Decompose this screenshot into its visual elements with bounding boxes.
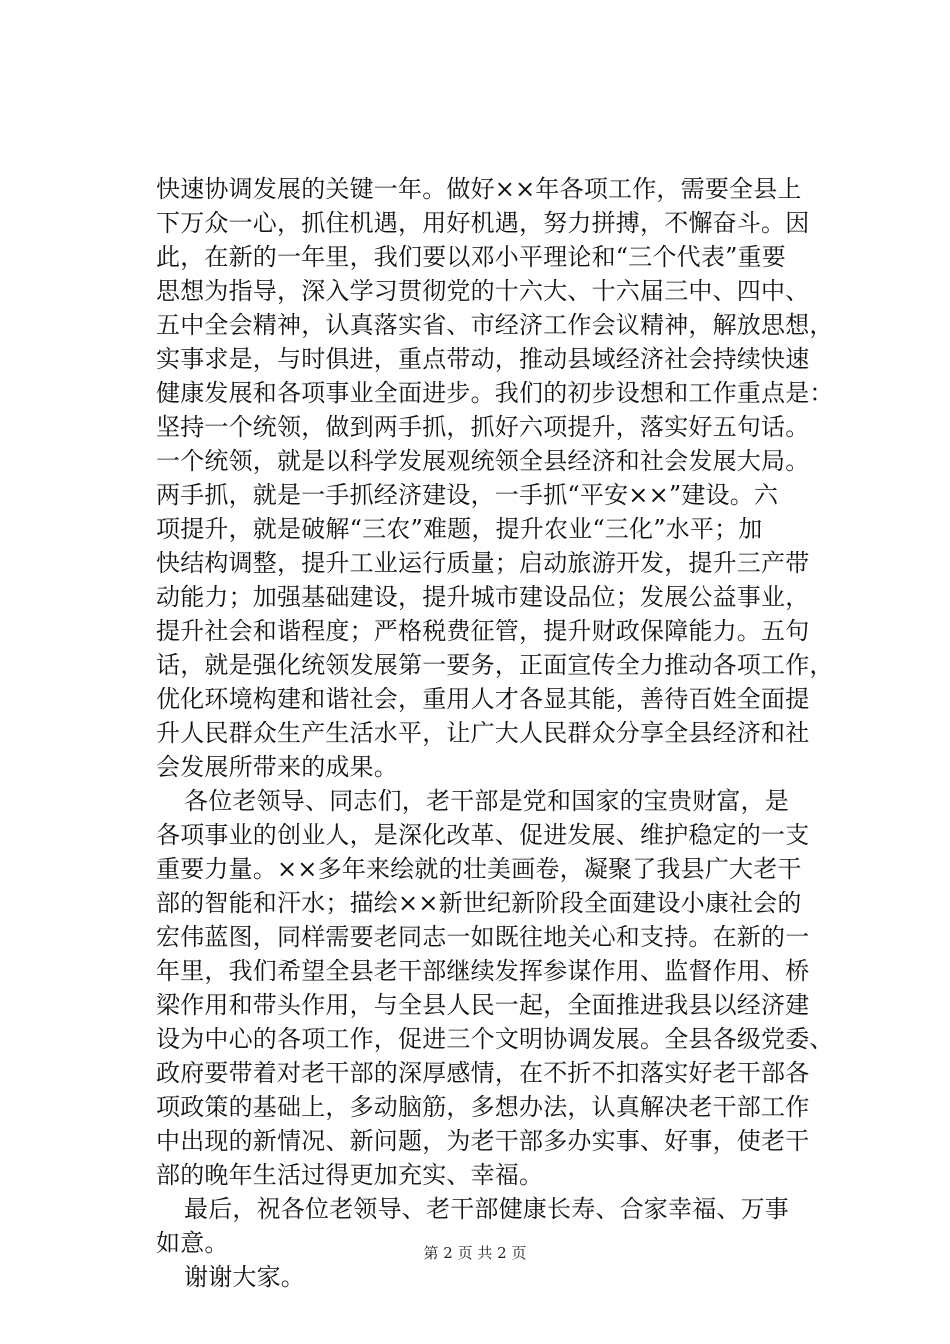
text-line: 项政策的基础上，多动脑筋，多想办法，认真解决老干部工作 xyxy=(156,1093,810,1121)
paragraph-start-line: 最后，祝各位老领导、老干部健康长寿、合家幸福、万事 xyxy=(184,1195,789,1223)
text-line: 升人民群众生产生活水平，让广大人民群众分享全县经济和社 xyxy=(156,719,810,747)
text-line: 健康发展和各项事业全面进步。我们的初步设想和工作重点是： xyxy=(156,379,834,407)
text-line: 部的晚年生活过得更加充实、幸福。 xyxy=(156,1161,544,1189)
text-line: 动能力；加强基础建设，提升城市建设品位；发展公益事业， xyxy=(156,583,810,611)
text-line: 快结构调整，提升工业运行质量；启动旅游开发，提升三产带 xyxy=(156,549,810,577)
document-body xyxy=(156,172,836,1294)
text-line: 项提升，就是破解“三农”难题，提升农业“三化”水平；加 xyxy=(156,515,763,543)
text-line: 各项事业的创业人，是深化改革、促进发展、维护稳定的一支 xyxy=(156,821,810,849)
text-line: 设为中心的各项工作，促进三个文明协调发展。全县各级党委、 xyxy=(156,1025,834,1053)
text-line: 五中全会精神，认真落实省、市经济工作会议精神，解放思想， xyxy=(156,311,834,339)
text-line: 如意。 xyxy=(156,1229,229,1257)
text-line: 快速协调发展的关键一年。做好××年各项工作，需要全县上 xyxy=(156,175,802,203)
text-line: 坚持一个统领，做到两手抓，抓好六项提升，落实好五句话。 xyxy=(156,413,810,441)
closing-line: 谢谢大家。 xyxy=(184,1263,305,1291)
text-line: 话，就是强化统领发展第一要务，正面宣传全力推动各项工作， xyxy=(156,651,834,679)
text-line: 优化环境构建和谐社会，重用人才各显其能，善待百姓全面提 xyxy=(156,685,810,713)
paragraph-start-line: 各位老领导、同志们，老干部是党和国家的宝贵财富，是 xyxy=(184,787,789,815)
text-line: 部的智能和汗水；描绘××新世纪新阶段全面建设小康社会的 xyxy=(156,889,802,917)
text-line: 政府要带着对老干部的深厚感情，在不折不扣落实好老干部各 xyxy=(156,1059,810,1087)
text-line: 年里，我们希望全县老干部继续发挥参谋作用、监督作用、桥 xyxy=(156,957,810,985)
page-footer: 第 2 页 共 2 页 xyxy=(423,1244,527,1262)
text-line: 重要力量。××多年来绘就的壮美画卷，凝聚了我县广大老干 xyxy=(156,855,802,883)
text-line: 提升社会和谐程度；严格税费征管，提升财政保障能力。五句 xyxy=(156,617,810,645)
text-line: 思想为指导，深入学习贯彻党的十六大、十六届三中、四中、 xyxy=(156,277,810,305)
text-line: 宏伟蓝图，同样需要老同志一如既往地关心和支持。在新的一 xyxy=(156,923,810,951)
text-line: 梁作用和带头作用，与全县人民一起，全面推进我县以经济建 xyxy=(156,991,810,1019)
text-line: 实事求是，与时俱进，重点带动，推动县域经济社会持续快速 xyxy=(156,345,810,373)
text-line: 两手抓，就是一手抓经济建设，一手抓“平安××”建设。六 xyxy=(156,481,779,509)
text-line: 此，在新的一年里，我们要以邓小平理论和“三个代表”重要 xyxy=(156,243,786,271)
text-line: 中出现的新情况、新问题，为老干部多办实事、好事，使老干 xyxy=(156,1127,810,1155)
text-line: 下万众一心，抓住机遇，用好机遇，努力拼搏，不懈奋斗。因 xyxy=(156,209,810,237)
text-line: 会发展所带来的成果。 xyxy=(156,753,398,781)
text-line: 一个统领，就是以科学发展观统领全县经济和社会发展大局。 xyxy=(156,447,810,475)
